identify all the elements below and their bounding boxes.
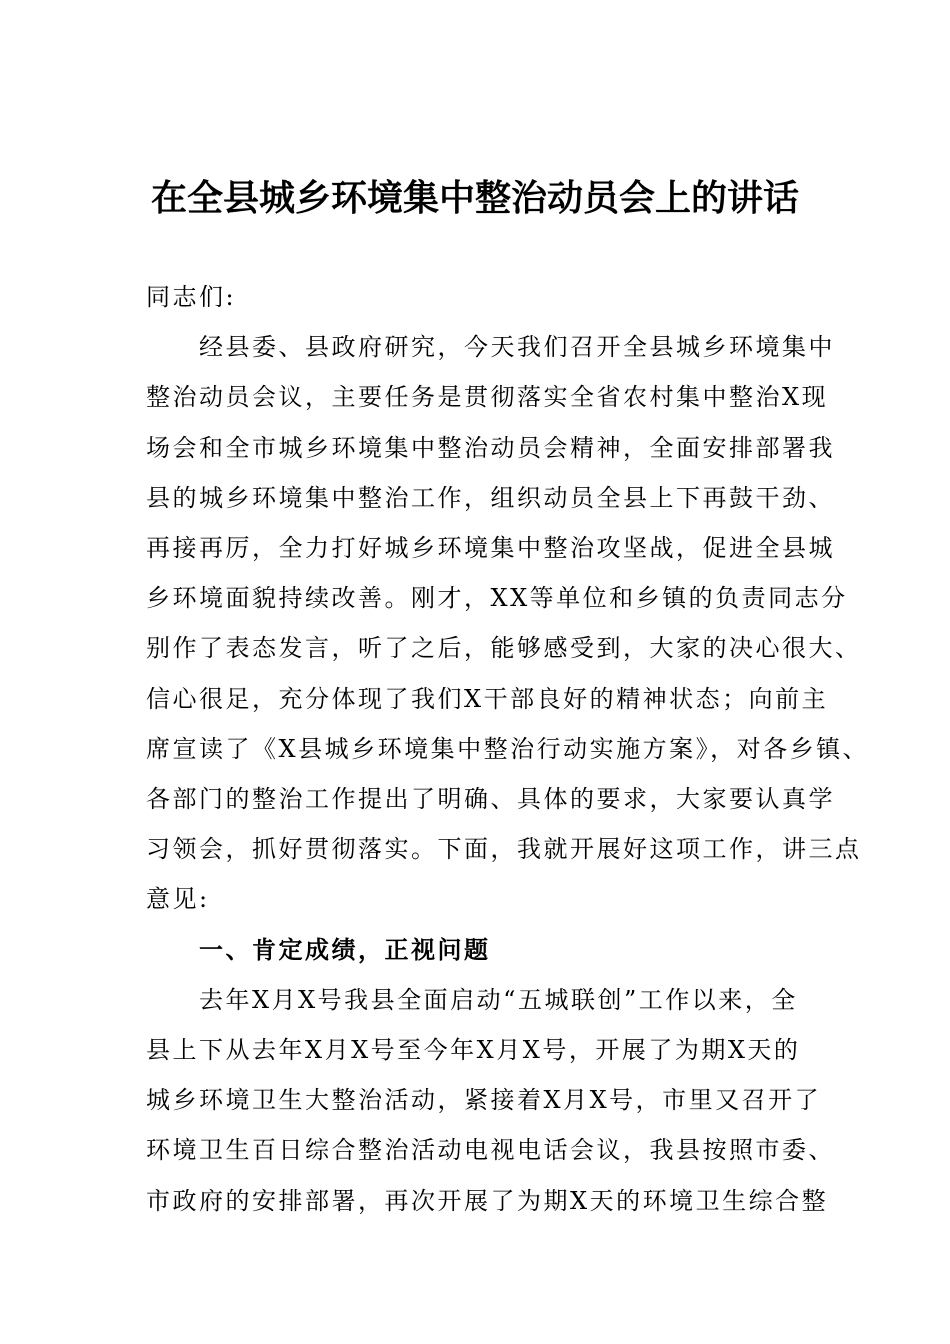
paragraph-line: 整治动员会议，主要任务是贯彻落实全省农村集中整治X现 — [146, 383, 829, 412]
paragraph-line: 习领会，抓好贯彻落实。下面，我就开展好这项工作，讲三点 — [146, 835, 862, 864]
paragraph-line: 去年X月X号我县全面启动“五城联创”工作以来，全 — [199, 985, 798, 1014]
paragraph-line: 别作了表态发言，听了之后，能够感受到，大家的决心很大、 — [146, 634, 862, 663]
paragraph-line: 信心很足，充分体现了我们X干部良好的精神状态；向前主 — [146, 684, 829, 713]
document-title: 在全县城乡环境集中整治动员会上的讲话 — [150, 178, 799, 219]
paragraph-line: 经县委、县政府研究，今天我们召开全县城乡环境集中 — [199, 333, 835, 362]
paragraph-line: 县上下从去年X月X号至今年X月X号，开展了为期X天的 — [146, 1036, 801, 1064]
paragraph-line: 席宣读了《X县城乡环境集中整治行动实施方案》，对各乡镇、 — [146, 734, 870, 763]
paragraph-line: 场会和全市城乡环境集中整治动员会精神，全面安排部署我 — [146, 433, 835, 462]
paragraph-line: 各部门的整治工作提出了明确、具体的要求，大家要认真学 — [146, 785, 835, 813]
paragraph-line: 再接再厉，全力打好城乡环境集中整治攻坚战，促进全县城 — [146, 534, 835, 562]
paragraph-line: 乡环境面貌持续改善。刚才，XX等单位和乡镇的负责同志分 — [146, 584, 848, 613]
section-heading: 一、肯定成绩，正视问题 — [199, 935, 491, 964]
paragraph-line: 环境卫生百日综合整治活动电视电话会议，我县按照市委、 — [146, 1136, 835, 1165]
paragraph-line: 城乡环境卫生大整治活动，紧接着X月X号，市里又召开了 — [146, 1086, 822, 1115]
paragraph-line: 市政府的安排部署，再次开展了为期X天的环境卫生综合整 — [146, 1186, 829, 1215]
paragraph-line: 同志们: — [146, 283, 237, 311]
paragraph-line: 县的城乡环境集中整治工作，组织动员全县上下再鼓干劲、 — [146, 483, 835, 512]
paragraph-line: 意见: — [146, 885, 210, 914]
